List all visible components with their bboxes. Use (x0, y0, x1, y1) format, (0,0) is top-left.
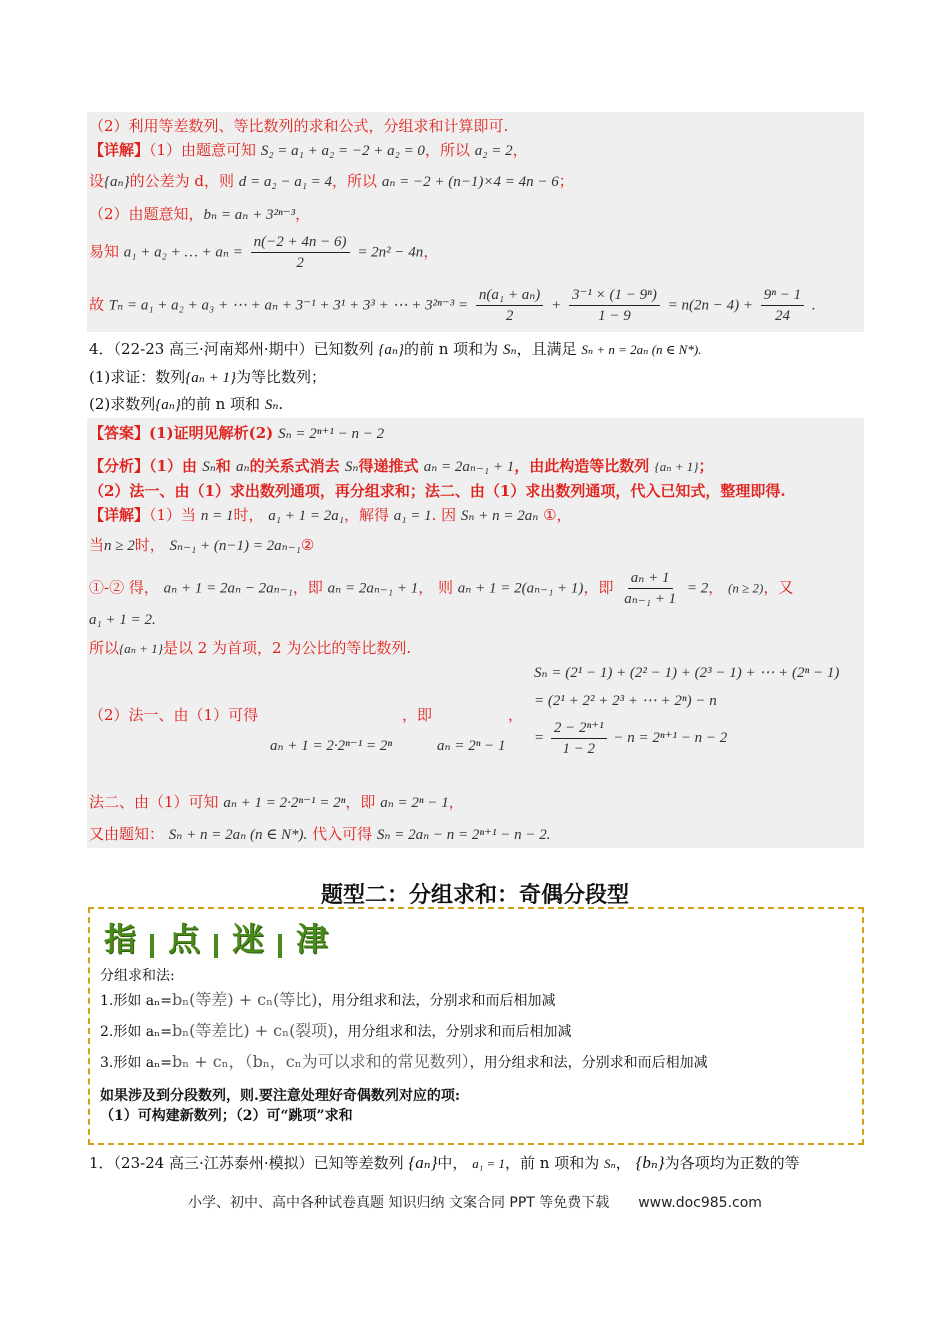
sol3-line1: （2）利用等差数列、等比数列的求和公式，分组求和计算即可. (89, 117, 509, 135)
tips-char-3: 迷 (232, 920, 265, 958)
tips-char-1: 指 (104, 920, 137, 958)
q4-part1: (1)求证：数列{aₙ + 1}为等比数列； (89, 368, 326, 386)
footer-url[interactable]: www.doc985.com (638, 1195, 762, 1211)
sol4-detail-3: ①-② 得， aₙ + 1 = 2aₙ − 2aₙ₋₁，即 aₙ = 2aₙ₋₁ + 1， 则 aₙ + 1 = 2(aₙ₋₁ + 1)，即 $\frac{\text{aₙ + 1}}{\text{aₙ₋₁ + 1}}$ = 2， (n ≥ 2)，又 (89, 570, 794, 607)
sol4-method1-ji: ，即 (402, 706, 433, 724)
sol4-method2-2: 又由题知： Sₙ + n = 2aₙ (n ∈ N*). 代入可得 Sₙ = 2aₙ − n = 2ⁿ⁺¹ − n − 2. (89, 825, 551, 843)
tips-char-4: 津 (296, 920, 329, 958)
frac-sum: $\frac{n(-2 + 4n - 6)}{2}$ (251, 232, 350, 273)
tips-char-2: 点 (168, 920, 201, 958)
sol3-line5: 易知 a₁ + a₂ + … + aₙ = $\frac{n(-2 + 4n - 6)}{2}$ = 2n² − 4n， (89, 234, 439, 271)
sol4-detail-1: 【详解】（1）当 n = 1时， a₁ + 1 = 2a₁，解得 a₁ = 1. 因 Sₙ + n = 2aₙ ①， (89, 506, 572, 524)
sol4-detail-5: 所以{aₙ + 1}是以 2 为首项，2 为公比的等比数列. (89, 639, 412, 657)
sol4-analysis-1: 【分析】（1）由 Sₙ和 aₙ的关系式消去 Sₙ得递推式 aₙ = 2aₙ₋₁ + 1，由此构造等比数列 {aₙ + 1}； (89, 457, 714, 475)
q1-stem: 1．（23-24 高三·江苏泰州·模拟）已知等差数列 {aₙ}中， a₁ = 1，前 n 项和为 Sₙ， {bₙ}为各项均为正数的等 (89, 1153, 800, 1172)
sol4-method2: 法二、由（1）可知 aₙ + 1 = 2·2ⁿ⁻¹ = 2ⁿ，即 aₙ = 2ⁿ − 1， (89, 793, 464, 811)
section-title: 题型二：分组求和：奇偶分段型 (320, 883, 629, 908)
sol4-detail-2: 当n ≥ 2时， Sₙ₋₁ + (n−1) = 2aₙ₋₁② (89, 536, 315, 554)
q4-stem: 4．（22-23 高三·河南郑州·期中）已知数列 {aₙ}的前 n 项和为 Sₙ，且满足 Sₙ + n = 2aₙ (n ∈ N*). (89, 340, 702, 358)
sol4-detail-4: a₁ + 1 = 2. (89, 612, 156, 628)
q4-part2: (2)求数列{aₙ}的前 n 项和 Sₙ. (89, 395, 284, 413)
sol4-analysis-2: （2）法一、由（1）求出数列通项，再分组求和；法二、由（1）求出数列通项，代入已知式，整理即得. (89, 482, 786, 500)
sol4-method1-m1: aₙ + 1 = 2·2ⁿ⁻¹ = 2ⁿ (270, 738, 393, 754)
sol3-line2: 【详解】（1）由题意可知 S₂ = a₁ + a₂ = −2 + a₂ = 0，所以 a₂ = 2， (89, 141, 528, 159)
tips-heading (104, 914, 328, 960)
tips-line-2: 1.形如 aₙ=bₙ(等差) + cₙ(等比)，用分组求和法，分别求和而后相加减 (100, 990, 556, 1009)
sol3-line6: 故 Tₙ = a₁ + a₂ + a₃ + ⋯ + aₙ + 3⁻¹ + 3¹ + 3³ + ⋯ + 3²ⁿ⁻³ = $\frac{\text{n(a₁ + aₙ)}}{2}$ + $\frac{\text{3⁻¹ × (1 − 9ⁿ)}}{1 - 9}$ = n(2n − 4) + $\frac{\text{9ⁿ − 1}}{24}$ . (89, 287, 816, 324)
sum-line-3: = $\frac{\text{2 − 2ⁿ⁺¹}}{1 - 2}$ − n = 2ⁿ⁺¹ − n − 2 (534, 720, 728, 757)
sol3-line3: 设{aₙ}的公差为 d，则 d = a₂ − a₁ = 4，所以 aₙ = −2 + (n−1)×4 = 4n − 6； (89, 172, 574, 190)
tips-line-3: 2.形如 aₙ=bₙ(等差比) + cₙ(裂项)，用分组求和法，分别求和而后相加减 (100, 1021, 572, 1040)
tips-line-1: 分组求和法: (100, 968, 175, 984)
sum-line-2: = (2¹ + 2² + 2³ + ⋯ + 2ⁿ) − n (534, 693, 717, 709)
xiangjie-tag: 【详解】 (89, 141, 150, 159)
tips-line-5: 如果涉及到分段数列，则.要注意处理好奇偶数列对应的项: (100, 1088, 461, 1104)
sum-line-1: Sₙ = (2¹ − 1) + (2² − 1) + (2³ − 1) + ⋯ + (2ⁿ − 1) (534, 665, 840, 681)
sol4-method1-comma: ， (508, 706, 524, 724)
sol4-method1-m2: aₙ = 2ⁿ − 1 (437, 738, 506, 754)
sol4-answer: 【答案】(1)证明见解析(2) Sₙ = 2ⁿ⁺¹ − n − 2 (89, 424, 385, 442)
tips-line-6: （1）可构建新数列；（2）可“跳项”求和 (100, 1108, 353, 1124)
footer-text: 小学、初中、高中各种试卷真题 知识归纳 文案合同 PPT 等免费下载 (188, 1195, 610, 1211)
tips-line-4: 3.形如 aₙ=bₙ + cₙ，（bₙ，cₙ为可以求和的常见数列），用分组求和法，分别求和而后相加减 (100, 1052, 708, 1071)
sol3-line4: （2）由题意知，bₙ = aₙ + 3²ⁿ⁻³， (89, 205, 311, 223)
sol4-method1: （2）法一、由（1）可得 (89, 706, 259, 724)
footer (0, 1192, 950, 1212)
